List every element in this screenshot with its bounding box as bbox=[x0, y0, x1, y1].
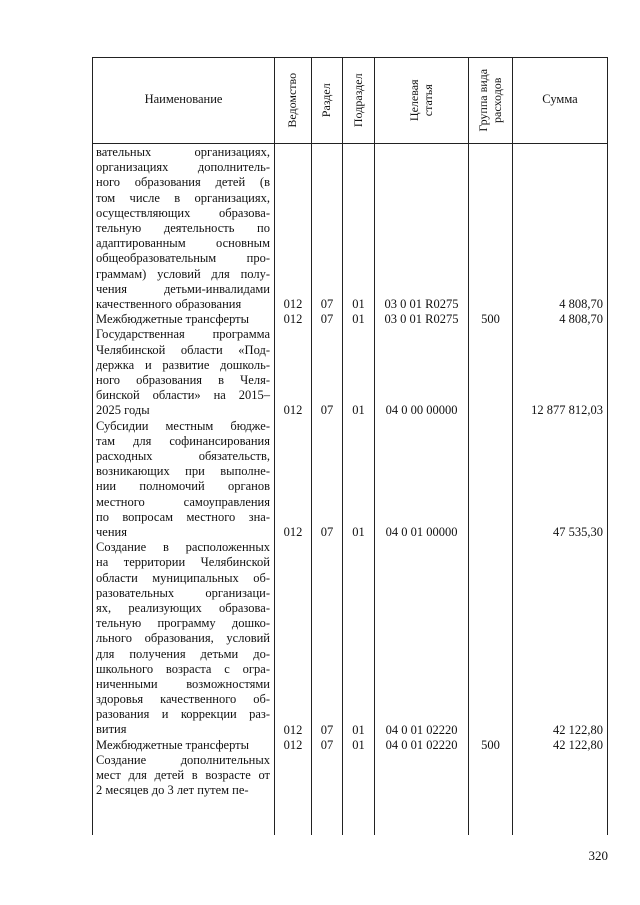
row-name-line: для получения детьми до- bbox=[96, 646, 270, 661]
header-gruppa-line2: расходов bbox=[489, 77, 504, 123]
cell-vedomstvo: 012 bbox=[283, 403, 303, 418]
col-border-vr bbox=[512, 57, 513, 835]
cell-razdel: 07 bbox=[320, 737, 334, 752]
row-name-line: разования и коррекции раз- bbox=[96, 707, 270, 722]
col-border-ved bbox=[311, 57, 312, 835]
row-name bbox=[96, 327, 270, 418]
row-name-line: тельную деятельность по bbox=[96, 220, 270, 235]
header-name: Наименование bbox=[144, 92, 223, 106]
cell-razdel: 07 bbox=[320, 297, 334, 311]
cell-podrazdel: 01 bbox=[352, 297, 365, 311]
cell-vedomstvo: 012 bbox=[283, 737, 303, 752]
cell-podrazdel: 01 bbox=[352, 403, 365, 418]
row-name-line: ного образования в Челя- bbox=[96, 372, 270, 387]
row-name-line: чения bbox=[96, 524, 127, 539]
row-name bbox=[96, 419, 270, 541]
row-name-line: льного образования, условий bbox=[96, 631, 270, 646]
cell-podrazdel: 01 bbox=[352, 722, 365, 737]
page-number: 320 bbox=[588, 848, 608, 863]
col-border-name bbox=[274, 57, 275, 835]
row-name-line: на территории Челябинской bbox=[96, 555, 270, 570]
row-name-line: Государственная программа bbox=[96, 327, 270, 342]
cell-celevaya-statya: 03 0 01 R0275 bbox=[384, 312, 459, 327]
row-name-line: Межбюджетные трансферты bbox=[96, 312, 250, 327]
header-gruppa-line1: Группа вида bbox=[475, 68, 490, 132]
row-name-line: Челябинской области «Под- bbox=[96, 342, 270, 357]
row-name-line: ного образования детей (в bbox=[96, 175, 270, 190]
row-name bbox=[96, 738, 270, 753]
header-bottom-border bbox=[92, 143, 608, 144]
cell-podrazdel: 01 bbox=[352, 525, 365, 539]
cell-razdel: 07 bbox=[320, 722, 334, 737]
row-name-line: возникающих при выполне- bbox=[96, 464, 270, 479]
cell-summa: 47 535,30 bbox=[553, 525, 603, 539]
row-name-line: общеобразовательным про- bbox=[96, 251, 270, 266]
row-name-line: здоровья качественного об- bbox=[96, 692, 270, 707]
row-name-line: ниченными возможностями bbox=[96, 676, 270, 691]
row-name-line: вития bbox=[96, 722, 127, 737]
col-border-cs bbox=[468, 57, 469, 835]
row-name bbox=[96, 145, 270, 312]
row-name-line: местного самоуправления bbox=[96, 494, 270, 509]
header-vedomstvo: Ведомство bbox=[284, 72, 299, 128]
header-podrazdel: Подраздел bbox=[350, 73, 365, 128]
row-name-line: держка и развитие дошколь- bbox=[96, 357, 270, 372]
cell-celevaya-statya: 03 0 01 R0275 bbox=[384, 297, 459, 311]
col-border-razdel bbox=[342, 57, 343, 835]
cell-razdel: 07 bbox=[320, 312, 334, 327]
row-name-line: ях, реализующих образова- bbox=[96, 600, 270, 615]
row-name-line: Создание дополнительных bbox=[96, 753, 270, 767]
cell-vedomstvo: 012 bbox=[283, 722, 303, 737]
col-border-right bbox=[607, 57, 608, 835]
cell-vedomstvo: 012 bbox=[283, 312, 303, 327]
row-name-line: мест для детей в возрасте от bbox=[96, 768, 270, 783]
row-name-line: чения детьми-инвалидами bbox=[96, 281, 270, 296]
row-name-line: области муниципальных об- bbox=[96, 570, 270, 585]
cell-podrazdel: 01 bbox=[352, 312, 365, 327]
cell-celevaya-statya: 04 0 01 02220 bbox=[385, 737, 458, 752]
col-border-podrazdel bbox=[374, 57, 375, 835]
row-name-line: там для софинансирования bbox=[96, 433, 270, 448]
cell-vedomstvo: 012 bbox=[283, 297, 303, 311]
row-name-line: 2 месяцев до 3 лет путем пе- bbox=[96, 783, 249, 798]
row-name bbox=[96, 540, 270, 737]
row-name-line: 2025 годы bbox=[96, 403, 150, 418]
row-name-line: разовательных организаци- bbox=[96, 585, 270, 600]
row-name-line: осуществляющих образова- bbox=[96, 205, 270, 220]
row-name-line: Субсидии местным бюдже- bbox=[96, 418, 270, 433]
header-summa: Сумма bbox=[542, 92, 578, 106]
row-name-line: качественного образования bbox=[96, 296, 242, 311]
cell-summa: 4 808,70 bbox=[559, 297, 603, 311]
cell-gruppa-vida: 500 bbox=[481, 312, 500, 327]
table-top-border bbox=[92, 57, 608, 58]
row-name-line: вательных организациях, bbox=[96, 145, 270, 159]
header-celevaya-line2: статья bbox=[420, 84, 435, 117]
row-name-line: тельную программу дошко- bbox=[96, 616, 270, 631]
row-name-line: адаптированным основным bbox=[96, 236, 270, 251]
cell-vedomstvo: 012 bbox=[283, 525, 303, 539]
col-border-left bbox=[92, 57, 93, 835]
cell-summa: 42 122,80 bbox=[553, 737, 603, 752]
cell-gruppa-vida: 500 bbox=[481, 737, 500, 752]
cell-podrazdel: 01 bbox=[352, 737, 365, 752]
cell-celevaya-statya: 04 0 00 00000 bbox=[385, 403, 458, 418]
row-name-line: граммам) условий для полу- bbox=[96, 266, 270, 281]
cell-summa: 12 877 812,03 bbox=[531, 403, 603, 418]
row-name-line: том числе в организациях, bbox=[96, 190, 270, 205]
row-name-line: Создание в расположенных bbox=[96, 540, 270, 555]
cell-celevaya-statya: 04 0 01 02220 bbox=[385, 722, 458, 737]
header-celevaya-line1: Целевая bbox=[406, 79, 421, 122]
row-name-line: нии полномочий органов bbox=[96, 479, 270, 494]
cell-summa: 4 808,70 bbox=[559, 312, 603, 327]
row-name-line: школьного возраста с огра- bbox=[96, 661, 270, 676]
cell-summa: 42 122,80 bbox=[553, 722, 603, 737]
cell-celevaya-statya: 04 0 01 00000 bbox=[385, 525, 458, 539]
row-name bbox=[96, 753, 270, 799]
row-name-line: по вопросам местного зна- bbox=[96, 509, 270, 524]
cell-razdel: 07 bbox=[320, 403, 334, 418]
row-name-line: Межбюджетные трансферты bbox=[96, 737, 250, 752]
header-razdel: Раздел bbox=[318, 83, 333, 118]
row-name-line: бинской области» на 2015– bbox=[96, 388, 270, 403]
row-name-line: расходных обязательств, bbox=[96, 448, 270, 463]
row-name bbox=[96, 312, 270, 327]
cell-razdel: 07 bbox=[320, 525, 334, 539]
row-name-line: организациях дополнитель- bbox=[96, 160, 270, 175]
